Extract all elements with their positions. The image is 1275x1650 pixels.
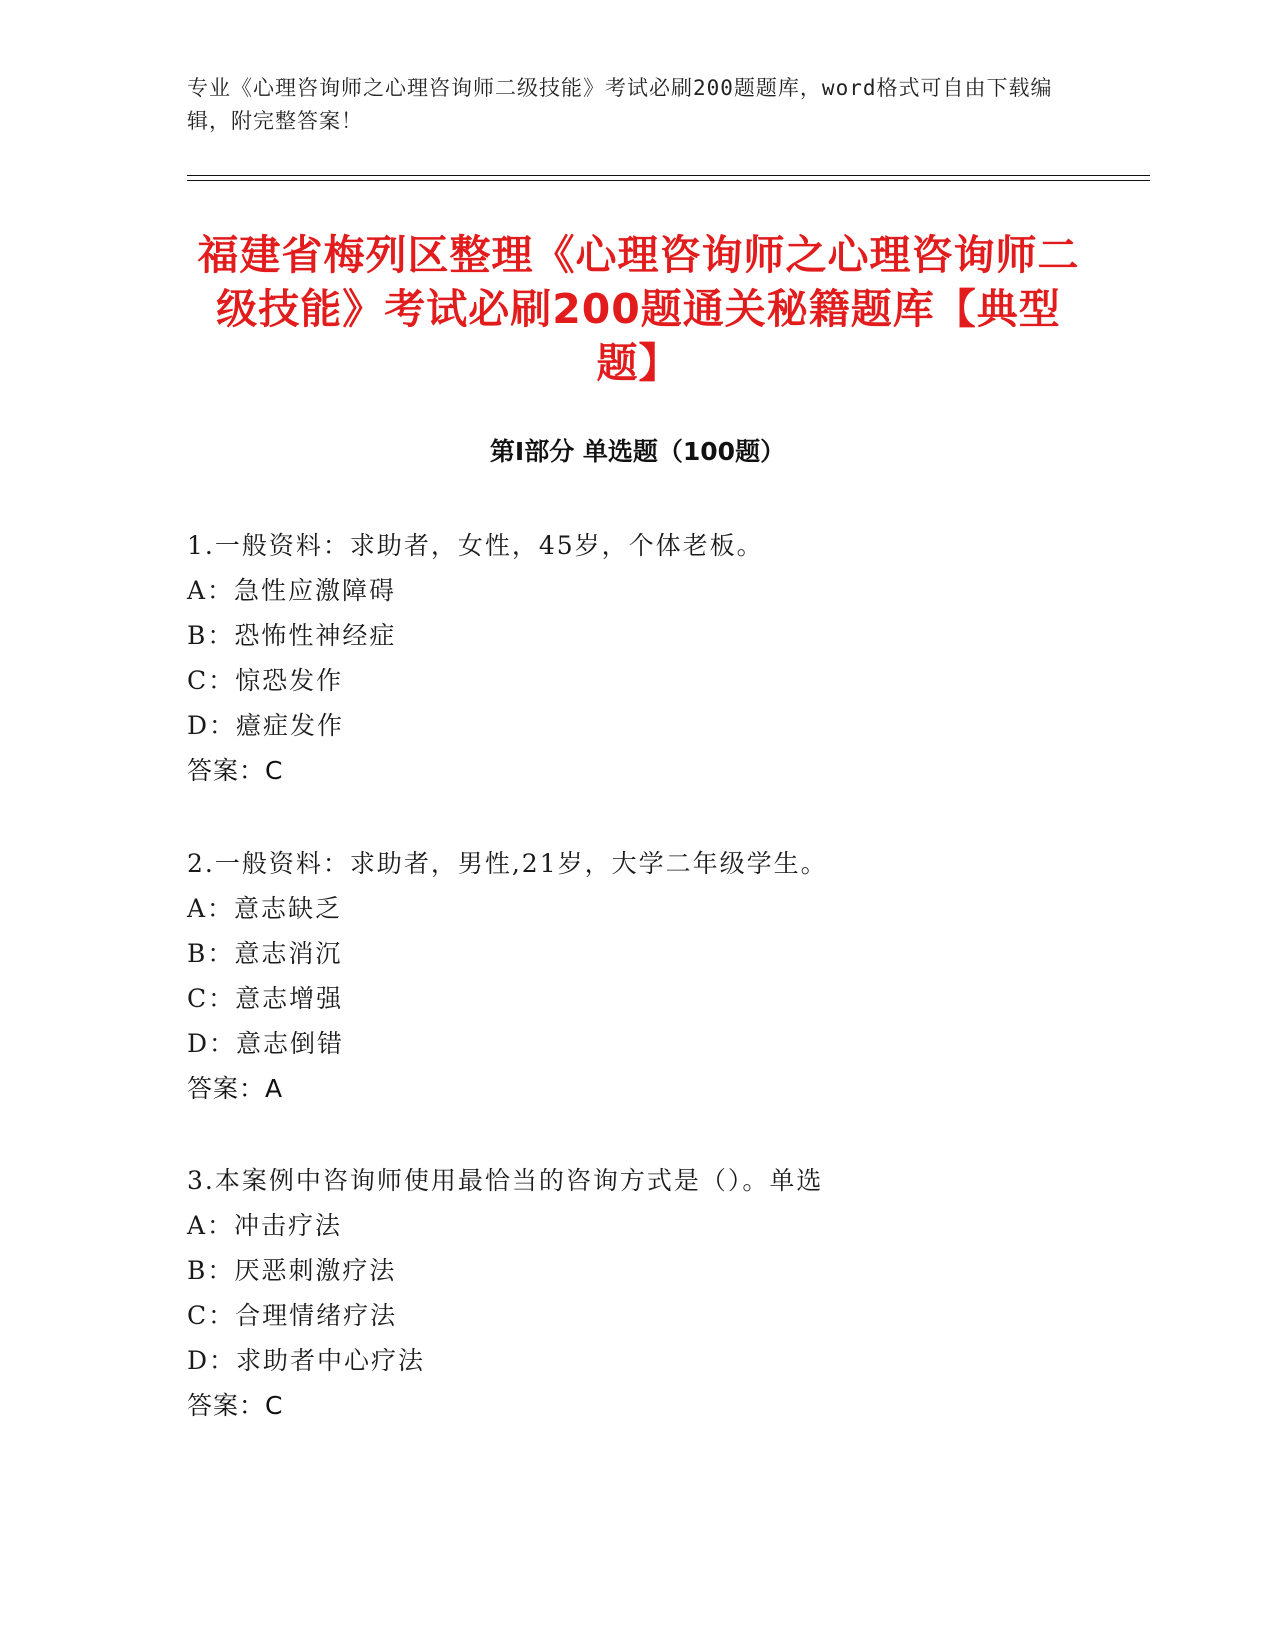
option-b: B：意志消沉 (187, 939, 343, 968)
question-stem: 3.本案例中咨询师使用最恰当的咨询方式是（）。单选 (187, 1166, 824, 1195)
option-a: A：急性应激障碍 (187, 576, 397, 605)
answer-line: 答案：A (187, 1074, 284, 1103)
option-c: C：合理情绪疗法 (187, 1301, 398, 1330)
option-d: D：癔症发作 (187, 711, 345, 740)
header-divider-bottom (187, 180, 1150, 181)
header-divider-top (187, 175, 1150, 176)
option-c: C：惊恐发作 (187, 666, 344, 695)
question-stem: 2.一般资料：求助者，男性,21岁，大学二年级学生。 (187, 849, 828, 878)
option-c: C：意志增强 (187, 984, 344, 1013)
answer-line: 答案：C (187, 756, 284, 785)
option-d: D：求助者中心疗法 (187, 1346, 426, 1375)
option-d: D：意志倒错 (187, 1029, 345, 1058)
document-title: 福建省梅列区整理《心理咨询师之心理咨询师二级技能》考试必刷200题通关秘籍题库【典型题】 (197, 231, 1080, 387)
section-heading: 第I部分 单选题（100题） (489, 437, 786, 466)
option-b: B：厌恶刺激疗法 (187, 1256, 397, 1285)
header-note: 专业《心理咨询师之心理咨询师二级技能》考试必刷200题题库，word格式可自由下载编辑，附完整答案！ (187, 76, 1053, 133)
question-item (187, 841, 1087, 1111)
question-stem: 1.一般资料：求助者，女性，45岁，个体老板。 (187, 531, 764, 560)
answer-line: 答案：C (187, 1391, 284, 1420)
option-b: B：恐怖性神经症 (187, 621, 397, 650)
option-a: A：意志缺乏 (187, 894, 343, 923)
option-a: A：冲击疗法 (187, 1211, 343, 1240)
question-item (187, 523, 1087, 793)
question-item (187, 1158, 1087, 1428)
